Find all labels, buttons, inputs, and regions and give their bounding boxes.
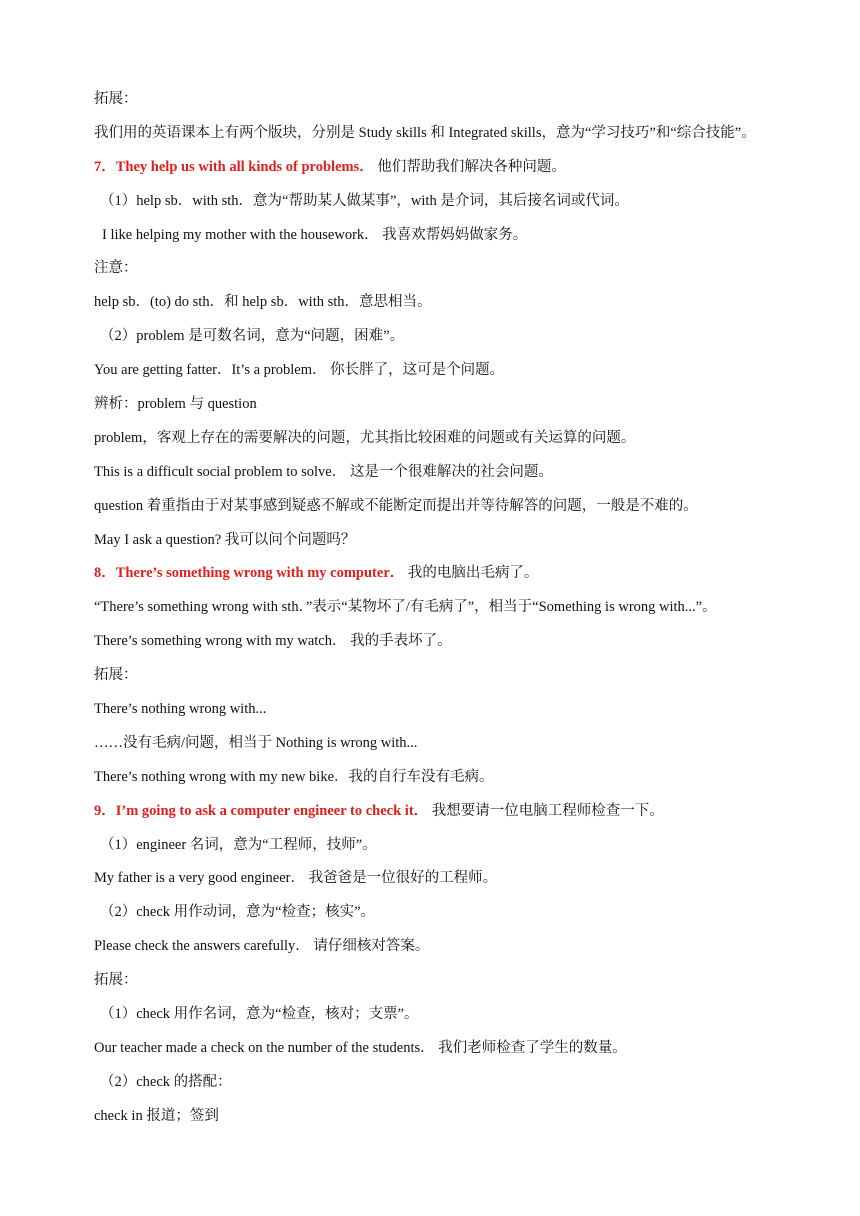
text-line [94, 1071, 794, 1105]
text-line [94, 1105, 794, 1139]
text-line [94, 834, 794, 868]
line-text: （2）check 的搭配： [100, 1073, 232, 1090]
text-line [94, 698, 794, 732]
text-line [94, 325, 794, 359]
document-body [94, 88, 794, 1139]
section-heading-7 [94, 156, 794, 190]
text-line [94, 495, 794, 529]
line-text: problem，客观上存在的需要解决的问题，尤其指比较困难的问题或有关运算的问题。 [94, 429, 636, 446]
line-text: 我们用的英语课本上有两个版块，分别是 Study skills 和 Integrated skills，意为“学习技巧”和“综合技能”。 [94, 124, 756, 141]
example-line [94, 1037, 794, 1071]
text-line [94, 190, 794, 224]
text-line [94, 291, 794, 325]
text-line [94, 901, 794, 935]
text-line [94, 257, 794, 291]
text-line [94, 664, 794, 698]
example-line [94, 867, 794, 901]
section-heading-8 [94, 562, 794, 596]
line-text: My father is a very good engineer． 我爸爸是一位很好的工程师。 [94, 870, 498, 887]
line-text: There’s nothing wrong with my new bike．我的自行车没有毛病。 [94, 768, 494, 785]
example-line [94, 461, 794, 495]
line-text: “There’s something wrong with sth．”表示“某物坏了/有毛病了”，相当于“Something is wrong with...”。 [94, 599, 717, 616]
text-line [94, 732, 794, 766]
heading-translation: 我的电脑出毛病了。 [404, 565, 539, 582]
heading-text: 9．I’m going to ask a computer engineer to check it． [94, 802, 429, 819]
text-line [94, 88, 794, 122]
line-text: 拓展： [94, 667, 138, 684]
line-text: 注意： [94, 260, 138, 277]
line-text: question 着重指由于对某事感到疑惑不解或不能断定而提出并等待解答的问题，一般是不难的。 [94, 497, 698, 514]
example-line [94, 224, 794, 258]
example-line [94, 630, 794, 664]
example-line [94, 766, 794, 800]
line-text: ……没有毛病/问题，相当于 Nothing is wrong with... [94, 734, 418, 751]
heading-translation: 他们帮助我们解决各种问题。 [373, 158, 566, 175]
line-text: May I ask a question? 我可以问个问题吗？ [94, 531, 356, 548]
line-text: （1）check 用作名词，意为“检查，核对；支票”。 [100, 1006, 419, 1023]
line-text: （1）engineer 名词，意为“工程师，技师”。 [100, 836, 377, 853]
line-text: 拓展： [94, 972, 138, 989]
line-text: I like helping my mother with the housework． 我喜欢帮妈妈做家务。 [102, 226, 528, 243]
example-line [94, 529, 794, 563]
text-line [94, 427, 794, 461]
text-line [94, 122, 794, 156]
example-line [94, 935, 794, 969]
line-text: （2）check 用作动词，意为“检查；核实”。 [100, 904, 376, 921]
line-text: （1）help sb．with sth．意为“帮助某人做某事”，with 是介词，其后接名词或代词。 [100, 192, 629, 209]
line-text: check in 报道；签到 [94, 1107, 219, 1124]
section-heading-9 [94, 800, 794, 834]
text-line [94, 969, 794, 1003]
line-text: This is a difficult social problem to solve． 这是一个很难解决的社会问题。 [94, 463, 553, 480]
line-text: 辨析：problem 与 question [94, 396, 257, 413]
example-line [94, 359, 794, 393]
text-line [94, 596, 794, 630]
heading-text: 7．They help us with all kinds of problems． [94, 158, 374, 175]
heading-translation: 我想要请一位电脑工程师检查一下。 [428, 802, 664, 819]
line-text: help sb．(to) do sth．和 help sb．with sth．意思相当。 [94, 294, 432, 311]
heading-text: 8．There’s something wrong with my computer． [94, 565, 405, 582]
line-text: You are getting fatter．It’s a problem． 你长胖了，这可是个问题。 [94, 362, 505, 379]
line-text: Please check the answers carefully． 请仔细核对答案。 [94, 938, 430, 955]
line-text: （2）problem 是可数名词，意为“问题，困难”。 [100, 328, 405, 345]
line-text: There’s something wrong with my watch． 我的手表坏了。 [94, 633, 452, 650]
line-text: There’s nothing wrong with... [94, 701, 267, 718]
text-line [94, 1003, 794, 1037]
line-text: 拓展： [94, 91, 138, 107]
text-line [94, 393, 794, 427]
line-text: Our teacher made a check on the number of the students． 我们老师检查了学生的数量。 [94, 1039, 627, 1056]
